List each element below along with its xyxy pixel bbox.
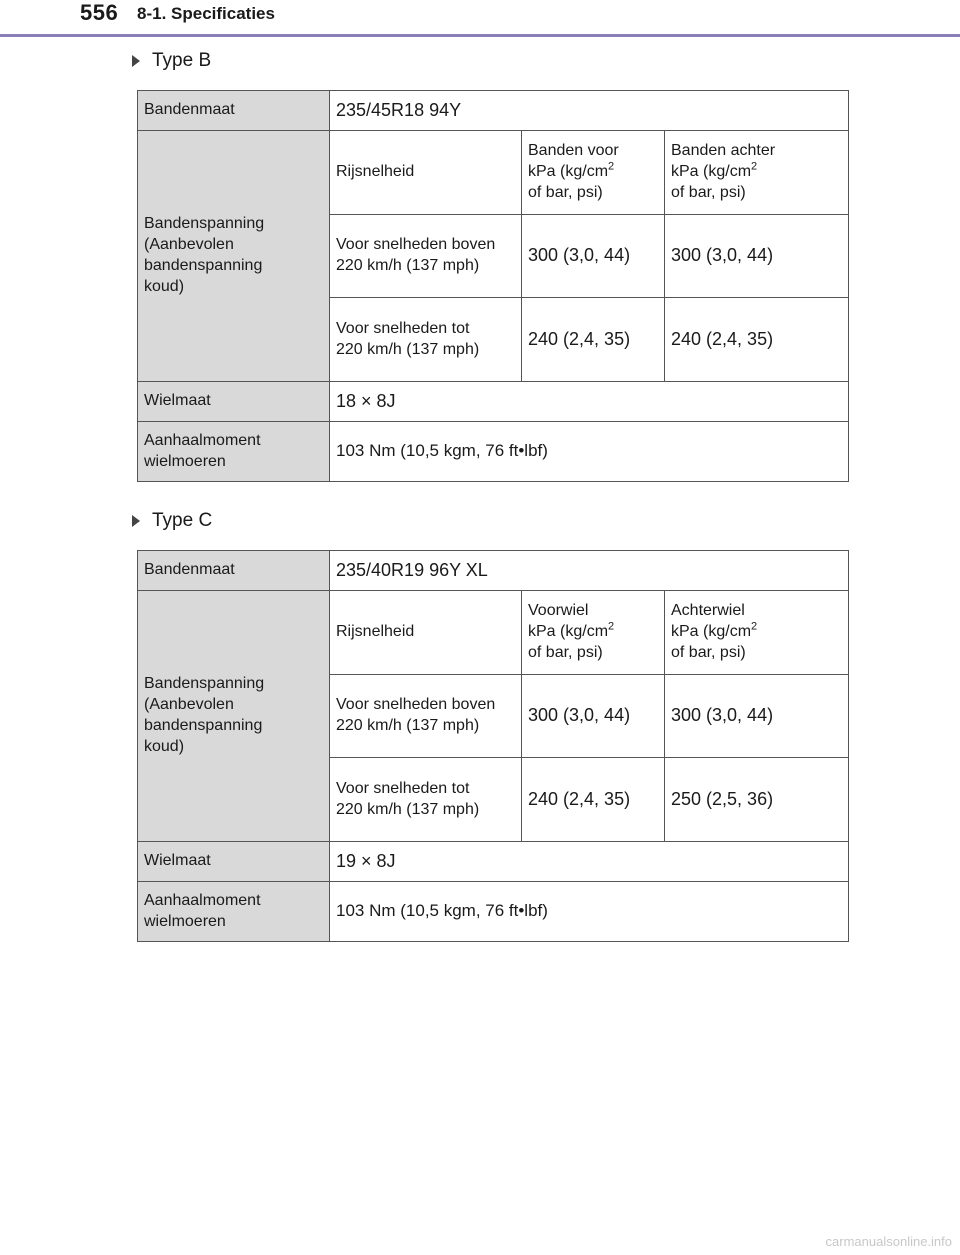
tire-size-value: 235/45R18 94Y [330, 91, 849, 131]
front-pressure-value: 300 (3,0, 44) [522, 675, 665, 758]
type-c-heading-text: Type C [152, 510, 213, 531]
table-row [138, 91, 849, 131]
table-row [138, 422, 849, 482]
front-pressure-value: 240 (2,4, 35) [522, 758, 665, 842]
tire-size-value: 235/40R19 96Y XL [330, 551, 849, 591]
speed-condition: Voor snelheden tot 220 km/h (137 mph) [330, 758, 522, 842]
type-b-spec-table [137, 90, 849, 482]
speed-condition: Voor snelheden tot 220 km/h (137 mph) [330, 298, 522, 382]
torque-value: 103 Nm (10,5 kgm, 76 ft•lbf) [330, 882, 849, 942]
type-b-heading [132, 50, 211, 72]
wheel-size-value: 19 × 8J [330, 842, 849, 882]
torque-value: 103 Nm (10,5 kgm, 76 ft•lbf) [330, 422, 849, 482]
speed-condition: Voor snelheden boven 220 km/h (137 mph) [330, 675, 522, 758]
section-title: 8-1. Specificaties [137, 4, 275, 23]
table-row [138, 382, 849, 422]
rear-pressure-value: 300 (3,0, 44) [665, 215, 849, 298]
page-header [0, 0, 960, 36]
wheel-size-label: Wielmaat [138, 382, 330, 422]
rear-pressure-value: 240 (2,4, 35) [665, 298, 849, 382]
front-pressure-value: 240 (2,4, 35) [522, 298, 665, 382]
type-c-spec-table [137, 550, 849, 942]
col-front-header: Voorwiel kPa ($kg/cm^2$ of bar, psi) [522, 591, 665, 675]
rear-pressure-value: 300 (3,0, 44) [665, 675, 849, 758]
table-row [138, 842, 849, 882]
table-row [138, 591, 849, 675]
wheel-size-value: 18 × 8J [330, 382, 849, 422]
table-row [138, 551, 849, 591]
col-rear-header: Banden achter kPa ($kg/cm^2$ of bar, psi) [665, 131, 849, 215]
page-number: 556 [80, 0, 119, 25]
pressure-label: Bandenspanning (Aanbevolen bandenspanning koud) [138, 131, 330, 382]
speed-condition: Voor snelheden boven 220 km/h (137 mph) [330, 215, 522, 298]
wheel-size-label: Wielmaat [138, 842, 330, 882]
tire-size-label: Bandenmaat [138, 551, 330, 591]
tire-size-label: Bandenmaat [138, 91, 330, 131]
torque-label: Aanhaalmoment wielmoeren [138, 422, 330, 482]
triangle-bullet-icon [132, 55, 140, 67]
torque-label: Aanhaalmoment wielmoeren [138, 882, 330, 942]
rear-pressure-value: 250 (2,5, 36) [665, 758, 849, 842]
watermark: carmanualsonline.info [825, 1234, 952, 1249]
header-rule [0, 34, 960, 37]
pressure-label: Bandenspanning (Aanbevolen bandenspanning koud) [138, 591, 330, 842]
col-speed-header: Rijsnelheid [330, 591, 522, 675]
table-row [138, 131, 849, 215]
col-front-header: Banden voor kPa ($kg/cm^2$ of bar, psi) [522, 131, 665, 215]
col-rear-header: Achterwiel kPa ($kg/cm^2$ of bar, psi) [665, 591, 849, 675]
triangle-bullet-icon [132, 515, 140, 527]
type-c-heading [132, 510, 212, 532]
front-pressure-value: 300 (3,0, 44) [522, 215, 665, 298]
type-b-heading-text: Type B [152, 50, 212, 71]
col-speed-header: Rijsnelheid [330, 131, 522, 215]
table-row [138, 882, 849, 942]
